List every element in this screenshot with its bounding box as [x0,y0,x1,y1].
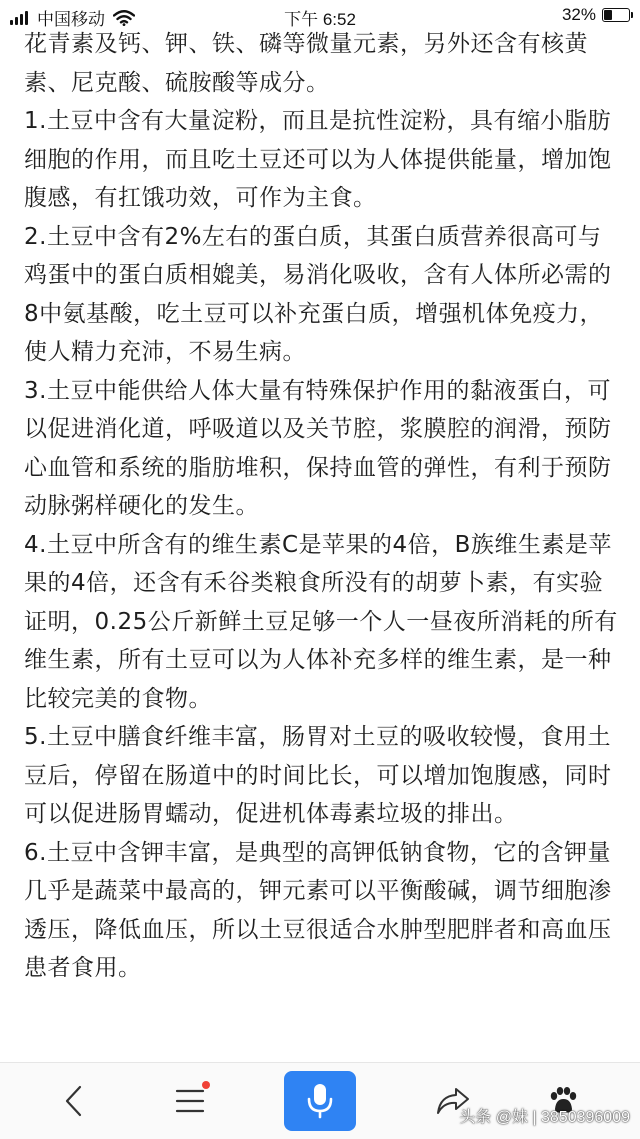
voice-input-button[interactable] [284,1071,356,1131]
microphone-icon [306,1082,334,1120]
back-button[interactable] [44,1063,104,1139]
paragraph-4: 4.土豆中所含有的维生素C是苹果的4倍，B族维生素是苹果的4倍，还含有禾谷类粮食所没有的胡萝卜素，有实验证明，0.25公斤新鲜土豆足够一个人一昼夜所消耗的所有维生素，所有土豆可以为人体补充多样的维生素，是一种比较完美的食物。 [24,531,618,712]
clock: 下午 6:52 [284,10,356,29]
share-button[interactable] [420,1063,486,1139]
paragraph-1: 1.土豆中含有大量淀粉，而且是抗性淀粉，具有缩小脂肪细胞的作用，而且吃土豆还可以为人体提供能量，增加饱腹感，有扛饿功效，可作为主食。 [24,108,612,211]
carrier-name: 中国移动 [37,10,105,29]
paw-button[interactable] [530,1063,596,1139]
menu-icon [175,1088,205,1114]
bottom-toolbar [0,1062,640,1139]
watermark: 头条 @妹 | 3850396009 [459,1109,630,1126]
article-body [24,25,624,988]
menu-button[interactable] [160,1063,220,1139]
paragraph-6: 6.土豆中含钾丰富，是典型的高钾低钠食物，它的含钾量几乎是蔬菜中最高的，钾元素可以平衡酸碱，调节细胞渗透压，降低血压，所以土豆很适合水肿型肥胖者和高血压患者食用。 [24,839,612,981]
battery-icon [602,8,630,22]
paragraph-3: 3.土豆中能供给人体大量有特殊保护作用的黏液蛋白，可以促进消化道，呼吸道以及关节腔，浆膜腔的润滑，预防心血管和系统的脂肪堆积，保持血管的弹性，有利于预防动脉粥样硬化的发生。 [24,377,612,519]
battery-fill [604,10,612,20]
status-right [562,5,630,25]
paragraph-2: 2.土豆中含有2%左右的蛋白质，其蛋白质营养很高可与鸡蛋中的蛋白质相媲美，易消化吸收，含有人体所必需的8中氨基酸，吃土豆可以补充蛋白质，增强机体免疫力，使人精力充沛，不易生病。 [24,223,612,365]
paragraph-intro: 花青素及钙、钾、铁、磷等微量元素，另外还含有核黄素、尼克酸、硫胺酸等成分。 [24,31,588,96]
chevron-left-icon [63,1085,85,1117]
notification-dot [202,1081,210,1089]
paragraph-5: 5.土豆中膳食纤维丰富，肠胃对土豆的吸收较慢，食用土豆后，停留在肠道中的时间比长，可以增加饱腹感，同时可以促进肠胃蠕动，促进机体毒素垃圾的排出。 [24,724,612,827]
battery-percent: 32% [561,5,596,24]
